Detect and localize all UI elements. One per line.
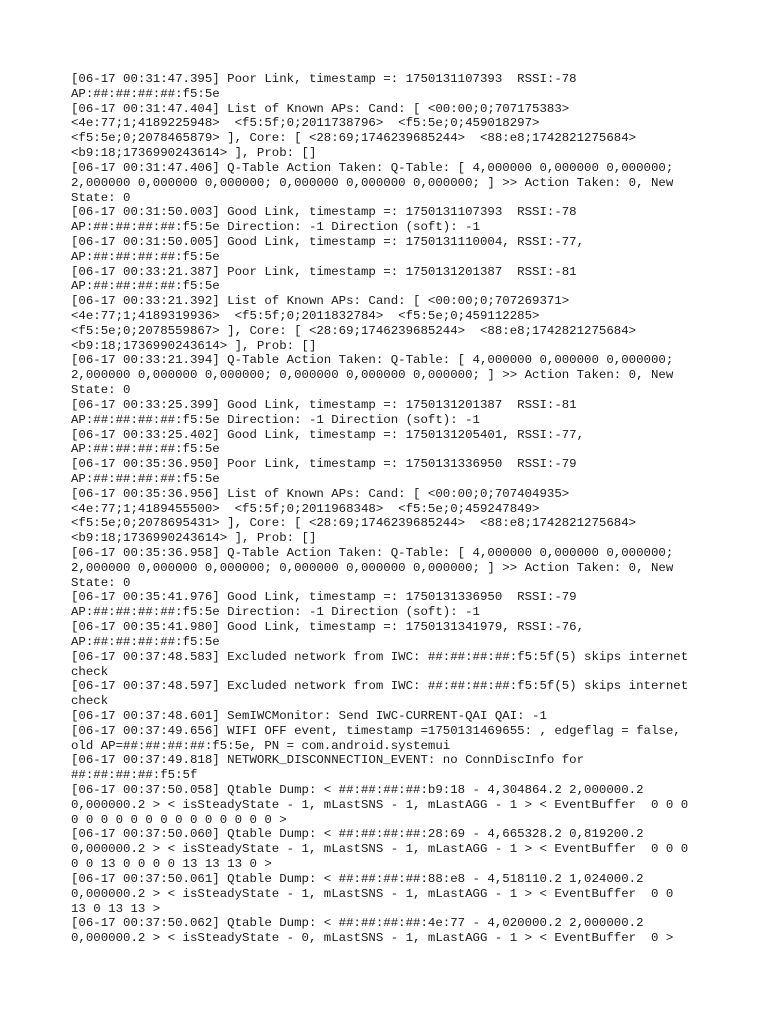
log-line: [06-17 00:37:50.061] Qtable Dump: < ##:##:##:##:88:e8 - 4,518110.2 1,024000.2 <box>71 871 644 886</box>
log-line: 0,000000.2 > < isSteadyState - 0, mLastSNS - 1, mLastAGG - 1 > < EventBuffer 0 > <box>71 931 674 946</box>
log-line: [06-17 00:35:36.958] Q-Table Action Taken: Q-Table: [ 4,000000 0,000000 0,000000; <box>71 546 674 560</box>
log-line: <f5:5e;0;2078465879> ], Core: [ <28:69;1746239685244> <88:e8;1742821275684> <box>71 131 637 146</box>
log-line: check <box>71 664 109 679</box>
log-line: [06-17 00:31:47.406] Q-Table Action Taken: Q-Table: [ 4,000000 0,000000 0,000000; <box>71 160 674 175</box>
log-line: <f5:5e;0;2078559867> ], Core: [ <28:69;1746239685244> <88:e8;1742821275684> <box>71 323 637 338</box>
log-line: [06-17 00:35:36.950] Poor Link, timestamp =: 1750131336950 RSSI:-79 <box>71 457 577 472</box>
log-line: old AP=##:##:##:##:f5:5e, PN = com.android.systemui <box>71 738 451 753</box>
log-line: AP:##:##:##:##:f5:5e <box>71 634 220 649</box>
log-line: State: 0 <box>71 383 131 398</box>
log-line: [06-17 00:37:48.597] Excluded network from IWC: ##:##:##:##:f5:5f(5) skips internet <box>71 679 689 694</box>
log-line: [06-17 00:33:25.399] Good Link, timestamp =: 1750131201387 RSSI:-81 <box>71 397 577 412</box>
log-line: <4e:77;1;4189225948> <f5:5f;0;2011738796> <f5:5e;0;459018297> <box>71 116 540 131</box>
log-line: <4e:77;1;4189319936> <f5:5f;0;2011832784> <f5:5e;0;459112285> <box>71 309 540 323</box>
log-line: <b9:18;1736990243614> ], Prob: [] <box>71 146 317 161</box>
log-line: [06-17 00:33:21.394] Q-Table Action Taken: Q-Table: [ 4,000000 0,000000 0,000000; <box>71 353 674 368</box>
log-line: [06-17 00:35:36.956] List of Known APs: Cand: [ <00:00;0;707404935> <box>71 486 570 501</box>
log-line: 0 0 0 0 0 0 0 0 0 0 0 0 0 0 > <box>71 812 287 827</box>
log-line: [06-17 00:31:47.395] Poor Link, timestamp =: 1750131107393 RSSI:-78 <box>71 72 577 86</box>
log-line: check <box>71 694 109 709</box>
log-line: [06-17 00:33:21.392] List of Known APs: Cand: [ <00:00;0;707269371> <box>71 294 570 309</box>
log-text-block <box>71 72 711 946</box>
log-line: AP:##:##:##:##:f5:5e Direction: -1 Direction (soft): -1 <box>71 220 480 235</box>
log-line: AP:##:##:##:##:f5:5e <box>71 279 220 294</box>
log-line: AP:##:##:##:##:f5:5e <box>71 249 220 264</box>
log-line: [06-17 00:37:48.583] Excluded network from IWC: ##:##:##:##:f5:5f(5) skips internet <box>71 649 689 664</box>
log-line: [06-17 00:37:49.818] NETWORK_DISCONNECTION_EVENT: no ConnDiscInfo for <box>71 753 585 768</box>
log-line: [06-17 00:37:50.060] Qtable Dump: < ##:##:##:##:28:69 - 4,665328.2 0,819200.2 <box>71 827 644 842</box>
log-line: [06-17 00:35:41.976] Good Link, timestamp =: 1750131336950 RSSI:-79 <box>71 590 577 605</box>
log-line: [06-17 00:35:41.980] Good Link, timestamp =: 1750131341979, RSSI:-76, <box>71 620 585 635</box>
log-line: [06-17 00:31:50.003] Good Link, timestamp =: 1750131107393 RSSI:-78 <box>71 205 577 220</box>
log-line: 2,000000 0,000000 0,000000; 0,000000 0,000000 0,000000; ] >> Action Taken: 0, New <box>71 175 674 190</box>
log-line: [06-17 00:37:48.601] SemIWCMonitor: Send IWC-CURRENT-QAI QAI: -1 <box>71 708 547 723</box>
log-line: [06-17 00:31:47.404] List of Known APs: Cand: [ <00:00;0;707175383> <box>71 101 570 116</box>
log-line: 0,000000.2 > < isSteadyState - 1, mLastSNS - 1, mLastAGG - 1 > < EventBuffer 0 0 0 <box>71 797 689 812</box>
log-line: ##:##:##:##:f5:5f <box>71 768 198 783</box>
log-line: [06-17 00:33:21.387] Poor Link, timestamp =: 1750131201387 RSSI:-81 <box>71 264 577 279</box>
log-line: [06-17 00:37:49.656] WIFI OFF event, timestamp =1750131469655: , edgeflag = false, <box>71 723 681 738</box>
log-line: 0 0 13 0 0 0 0 13 13 13 0 > <box>71 857 272 872</box>
log-line: [06-17 00:37:50.062] Qtable Dump: < ##:##:##:##:4e:77 - 4,020000.2 2,000000.2 <box>71 916 644 931</box>
log-line: AP:##:##:##:##:f5:5e <box>71 442 220 457</box>
log-line: AP:##:##:##:##:f5:5e <box>71 86 220 101</box>
log-line: [06-17 00:37:50.058] Qtable Dump: < ##:##:##:##:b9:18 - 4,304864.2 2,000000.2 <box>71 783 644 797</box>
log-line: 0,000000.2 > < isSteadyState - 1, mLastSNS - 1, mLastAGG - 1 > < EventBuffer 0 0 <box>71 886 674 901</box>
log-line: <b9:18;1736990243614> ], Prob: [] <box>71 531 317 546</box>
log-line: <4e:77;1;4189455500> <f5:5f;0;2011968348> <f5:5e;0;459247849> <box>71 501 540 516</box>
log-line: <f5:5e;0;2078695431> ], Core: [ <28:69;1746239685244> <88:e8;1742821275684> <box>71 516 637 531</box>
log-line: <b9:18;1736990243614> ], Prob: [] <box>71 338 317 353</box>
log-line: [06-17 00:33:25.402] Good Link, timestamp =: 1750131205401, RSSI:-77, <box>71 427 585 442</box>
log-line: AP:##:##:##:##:f5:5e <box>71 471 220 486</box>
log-line: 0,000000.2 > < isSteadyState - 1, mLastSNS - 1, mLastAGG - 1 > < EventBuffer 0 0 0 <box>71 842 689 857</box>
log-line: State: 0 <box>71 575 131 590</box>
log-line: 2,000000 0,000000 0,000000; 0,000000 0,000000 0,000000; ] >> Action Taken: 0, New <box>71 560 674 575</box>
log-line: [06-17 00:31:50.005] Good Link, timestamp =: 1750131110004, RSSI:-77, <box>71 234 585 249</box>
log-line: State: 0 <box>71 190 131 205</box>
log-line: 2,000000 0,000000 0,000000; 0,000000 0,000000 0,000000; ] >> Action Taken: 0, New <box>71 368 674 383</box>
log-line: AP:##:##:##:##:f5:5e Direction: -1 Direction (soft): -1 <box>71 605 480 620</box>
log-line: 13 0 13 13 > <box>71 901 161 916</box>
log-line: AP:##:##:##:##:f5:5e Direction: -1 Direction (soft): -1 <box>71 412 480 427</box>
